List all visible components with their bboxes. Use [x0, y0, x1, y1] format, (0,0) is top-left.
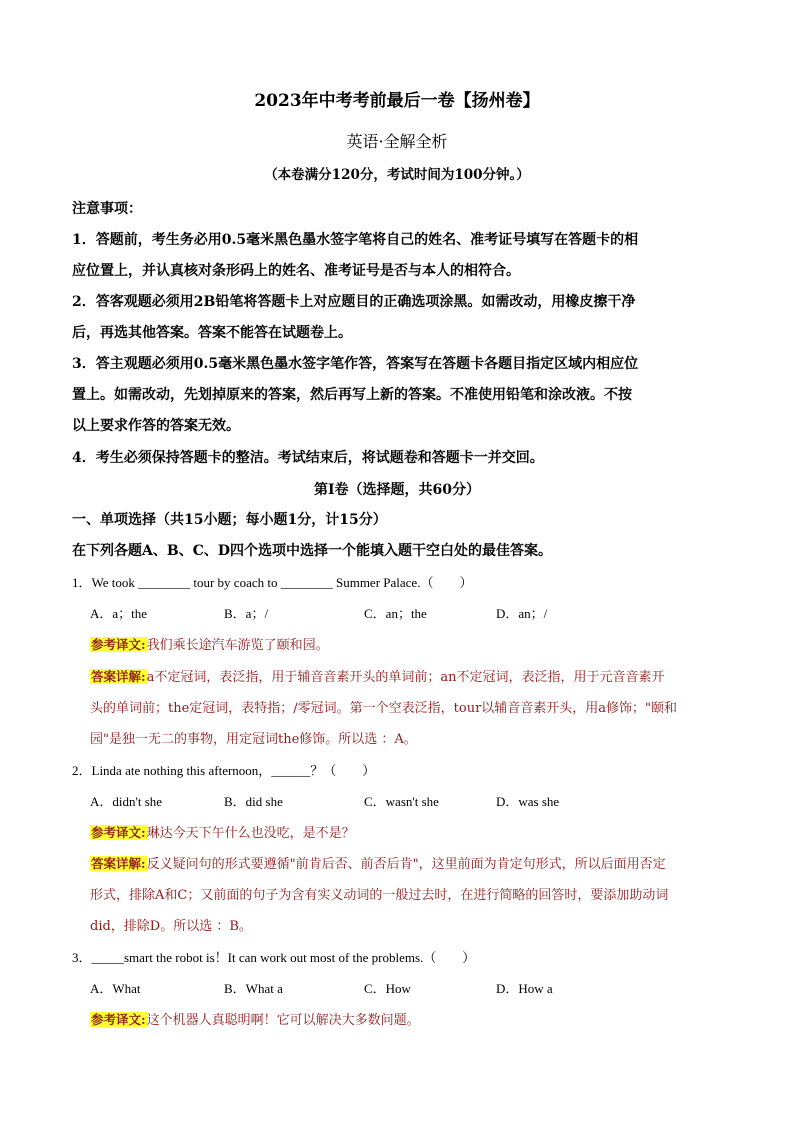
page-title: 2023年中考考前最后一卷【扬州卷】 — [254, 91, 540, 111]
option-b: B．did she — [224, 794, 283, 809]
notice-line: 2．答客观题必须用2B铅笔将答题卡上对应题目的正确选项涂黑。如需改动，用橡皮擦干净 — [72, 294, 636, 310]
notice-heading: 注意事项： — [72, 201, 142, 217]
notice-line: 1．答题前，考生务必用0.5毫米黑色墨水签字笔将自己的姓名、准考证号填写在答题卡的相 — [72, 232, 639, 248]
question-stem: 3．_____smart the robot is！It can work out most of the problems.（ ） — [72, 950, 476, 965]
translation-label: 参考译文: — [91, 637, 146, 652]
explanation-label: 答案详解: — [91, 856, 146, 871]
option-a: A．What — [90, 981, 141, 996]
page-subtitle: 英语·全解全析 — [346, 132, 448, 151]
notice-line: 后，再选其他答案。答案不能答在试题卷上。 — [72, 325, 352, 341]
explanation-label: 答案详解: — [91, 669, 146, 684]
translation-text: 我们乘长途汽车游览了颐和园。 — [146, 638, 329, 653]
notice-line: 4．考生必须保持答题卡的整洁。考试结束后，将试题卷和答题卡一并交回。 — [72, 450, 544, 466]
section-heading: 一、单项选择（共15小题；每小题1分，计15分） — [72, 512, 387, 528]
translation-text: 琳达今天下午什么也没吃，是不是？ — [146, 826, 355, 841]
translation-text: 这个机器人真聪明啊！它可以解决大多数问题。 — [146, 1013, 420, 1028]
question-stem: 2．Linda ate nothing this afternoon，______？（ ） — [72, 763, 376, 778]
translation-row — [90, 1009, 420, 1028]
translation-label: 参考译文: — [91, 1012, 146, 1027]
option-c: C．How — [364, 981, 411, 996]
option-a: A．didn't she — [90, 794, 163, 809]
translation-row — [90, 634, 329, 653]
option-a: A．a；the — [90, 606, 148, 621]
notice-line: 3．答主观题必须用0.5毫米黑色墨水签字笔作答，答案写在答题卡各题目指定区域内相应位 — [72, 356, 639, 372]
notice-line: 应位置上，并认真核对条形码上的姓名、准考证号是否与本人的相符合。 — [72, 263, 520, 279]
option-d: D．How a — [496, 981, 553, 996]
explanation-text: 形式，排除A和C；又前面的句子为含有实义动词的一般过去时，在进行简略的回答时，要添加助动词 — [90, 888, 669, 903]
notice-line: 置上。如需改动，先划掉原来的答案，然后再写上新的答案。不准使用铅笔和涂改液。不按 — [72, 387, 632, 403]
explanation-text: a不定冠词，表泛指，用于辅音音素开头的单词前；an不定冠词，表泛指，用于元音音素开 — [146, 670, 665, 685]
option-d: D．an；/ — [496, 606, 548, 621]
option-b: B．a；/ — [224, 606, 269, 621]
section-instruction: 在下列各题A、B、C、D四个选项中选择一个能填入题干空白处的最佳答案。 — [72, 543, 552, 559]
part-heading: 第Ⅰ卷（选择题，共60分） — [313, 482, 481, 498]
exam-note: （本卷满分120分，考试时间为100分钟。） — [264, 167, 530, 183]
translation-row — [90, 822, 355, 841]
option-c: C．an；the — [364, 606, 427, 621]
explanation-row — [90, 853, 666, 872]
explanation-row — [90, 666, 665, 685]
explanation-text: did，排除D。所以选 ：B。 — [90, 919, 252, 934]
notice-line: 以上要求作答的答案无效。 — [72, 418, 240, 434]
explanation-text: 园"是独一无二的事物，用定冠词the修饰。所以选 ：A。 — [90, 732, 417, 747]
option-b: B．What a — [224, 981, 283, 996]
option-d: D．was she — [496, 794, 560, 809]
explanation-text: 头的单词前；the定冠词，表特指；/零冠词。第一个空表泛指，tour以辅音音素开头，用a修饰；"颐和 — [90, 701, 678, 716]
explanation-text: 反义疑问句的形式要遵循"前肯后否、前否后肯"，这里前面为肯定句形式，所以后面用否定 — [146, 857, 666, 872]
option-c: C．wasn't she — [364, 794, 439, 809]
question-stem: 1．We took ________ tour by coach to ________ Summer Palace.（ ） — [72, 575, 473, 590]
translation-label: 参考译文: — [91, 825, 146, 840]
